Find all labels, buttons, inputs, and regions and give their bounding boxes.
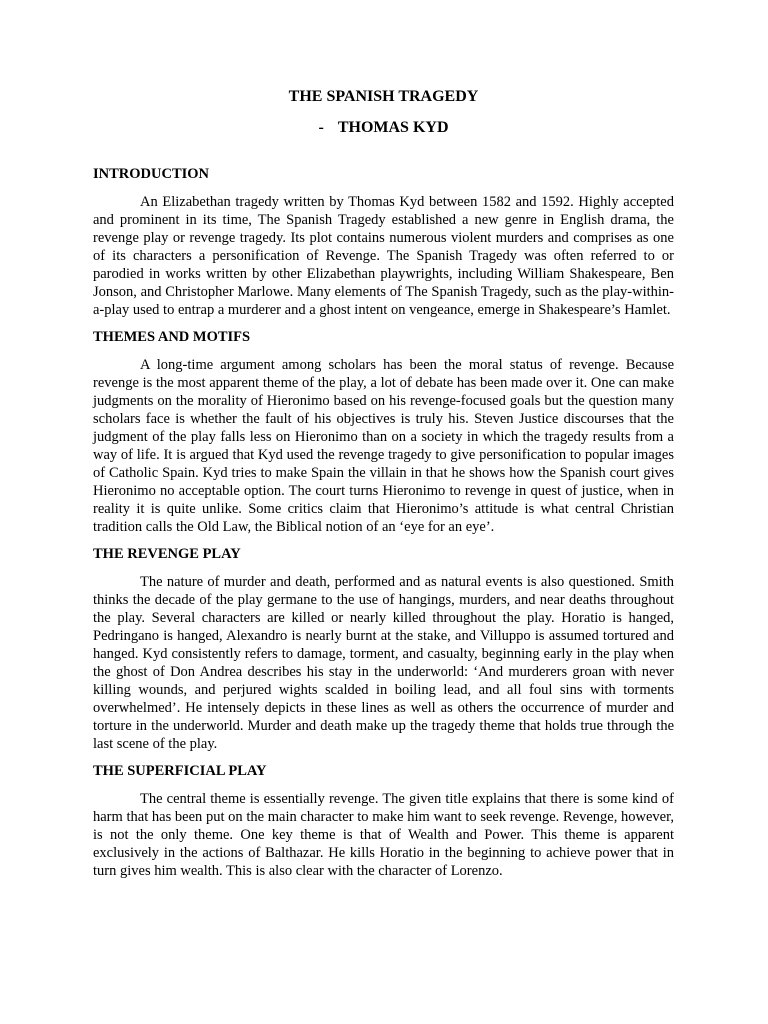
section-heading: THE SUPERFICIAL PLAY	[93, 763, 267, 779]
section-heading: THE REVENGE PLAY	[93, 546, 241, 562]
section-heading: THEMES AND MOTIFS	[93, 329, 251, 345]
section-superficial-play	[93, 762, 674, 880]
section-revenge-play	[93, 545, 674, 753]
document-author-line	[93, 117, 674, 139]
section-paragraph: An Elizabethan tragedy written by Thomas Kyd between 1582 and 1592. Highly accepted and prominent in its time, The Spanish Tragedy established a new genre in English drama, the revenge play or revenge tragedy. Its plot contains numerous violent murders and comprises as one of its characters a personification of Revenge. The Spanish Tragedy was often referred to or parodied in works written by other Elizabethan playwrights, including William Shakespeare, Ben Jonson, and Christopher Marlowe. Many elements of The Spanish Tragedy, such as the play-within-a-play used to entrap a murderer and a ghost intent on vengeance, emerge in Shakespeare’s Hamlet.	[93, 194, 674, 318]
section-paragraph: The nature of murder and death, performed and as natural events is also questioned. Smith thinks the decade of the play germane to the use of hangings, murders, and near deaths throughout the play. Several characters are killed or nearly killed throughout the play. Horatio is hanged, Pedringano is hanged, Alexandro is nearly burnt at the stake, and Villuppo is assumed tortured and hanged. Kyd consistently refers to damage, torment, and casualty, beginning early in the play when the ghost of Don Andrea describes his stay in the underworld: ‘And murderers groan with never killing wounds, and perjured wights scalded in boiling lead, and all foul sins with torments overwhelmed’. He intensely depicts in these lines as well as others the occurrence of murder and torture in the underworld. Murder and death make up the tragedy theme that holds true through the last scene of the play.	[93, 574, 674, 752]
section-introduction	[93, 165, 674, 319]
author-dash: -	[318, 119, 324, 136]
section-paragraph: The central theme is essentially revenge. The given title explains that there is some kind of harm that has been put on the main character to make him want to seek revenge. Revenge, however, is not the only theme. One key theme is that of Wealth and Power. This theme is apparent exclusively in the actions of Balthazar. He kills Horatio in the beginning to achieve power that in turn gives him wealth. This is also clear with the character of Lorenzo.	[93, 791, 674, 879]
document-author: THOMAS KYD	[337, 119, 449, 136]
document-page	[93, 86, 674, 889]
section-paragraph: A long-time argument among scholars has been the moral status of revenge. Because revenge is the most apparent theme of the play, a lot of debate has been made over it. One can make judgments on the morality of Hieronimo based on his revenge-focused goals but the question many scholars face is whether the fault of his objectives is truly his. Steven Justice discourses that the judgment of the play falls less on Hieronimo than on a society in which the tragedy results from a way of life. It is argued that Kyd used the revenge tragedy to give personification to popular images of Catholic Spain. Kyd tries to make Spain the villain in that he shows how the Spanish court gives Hieronimo no acceptable option. The court turns Hieronimo to revenge in quest of justice, when in reality it is quite unlike. Some critics claim that Hieronimo’s attitude is what central Christian tradition calls the Old Law, the Biblical notion of an ‘eye for an eye’.	[93, 357, 674, 535]
document-title: THE SPANISH TRAGEDY	[288, 88, 479, 105]
section-heading: INTRODUCTION	[93, 166, 210, 182]
section-themes-and-motifs	[93, 328, 674, 536]
